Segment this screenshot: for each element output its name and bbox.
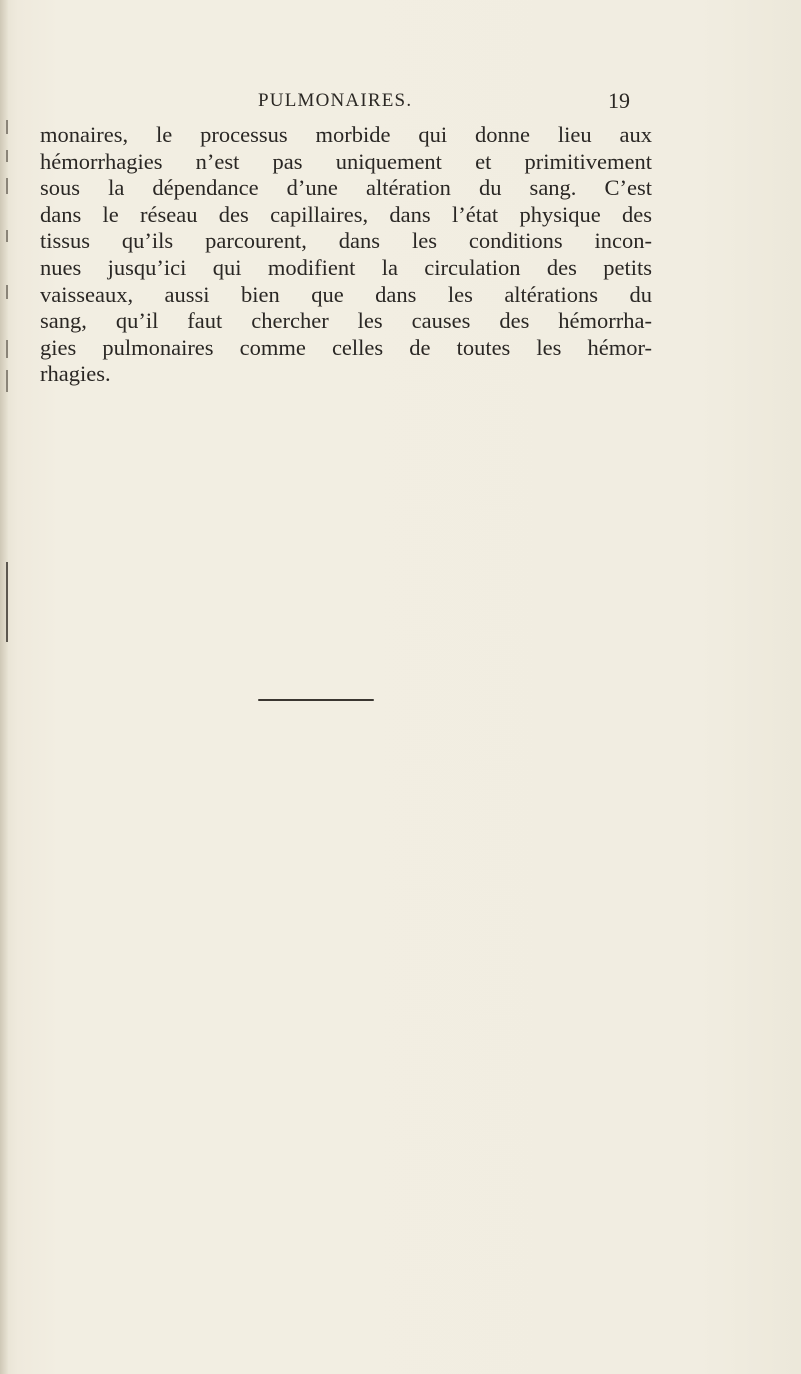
- page-number: 19: [608, 88, 630, 113]
- body-paragraph: [40, 122, 652, 388]
- text-line: vaisseaux, aussi bien que dans les altérations du: [40, 281, 652, 307]
- text-line: tissus qu’ils parcourent, dans les conditions incon-: [40, 228, 652, 254]
- text-line: dans le réseau des capillaires, dans l’état physique des: [40, 201, 652, 227]
- text-line: gies pulmonaires comme celles de toutes les hémor-: [40, 334, 652, 360]
- text-line: sang, qu’il faut chercher les causes des hémorrha-: [40, 308, 652, 334]
- text-line: nues jusqu’ici qui modifient la circulation des petits: [40, 254, 652, 280]
- text-line: monaires, le processus morbide qui donne lieu aux: [40, 122, 652, 147]
- text-line: rhagies.: [40, 361, 111, 387]
- section-divider-rule: [258, 699, 374, 701]
- running-title: PULMONAIRES.: [258, 90, 413, 111]
- text-line: hémorrhagies n’est pas uniquement et primitivement: [40, 148, 652, 174]
- text-line: sous la dépendance d’une altération du sang. C’est: [40, 175, 652, 201]
- margin-marks: [6, 120, 9, 400]
- margin-rule: [6, 562, 8, 642]
- running-header: [0, 88, 801, 118]
